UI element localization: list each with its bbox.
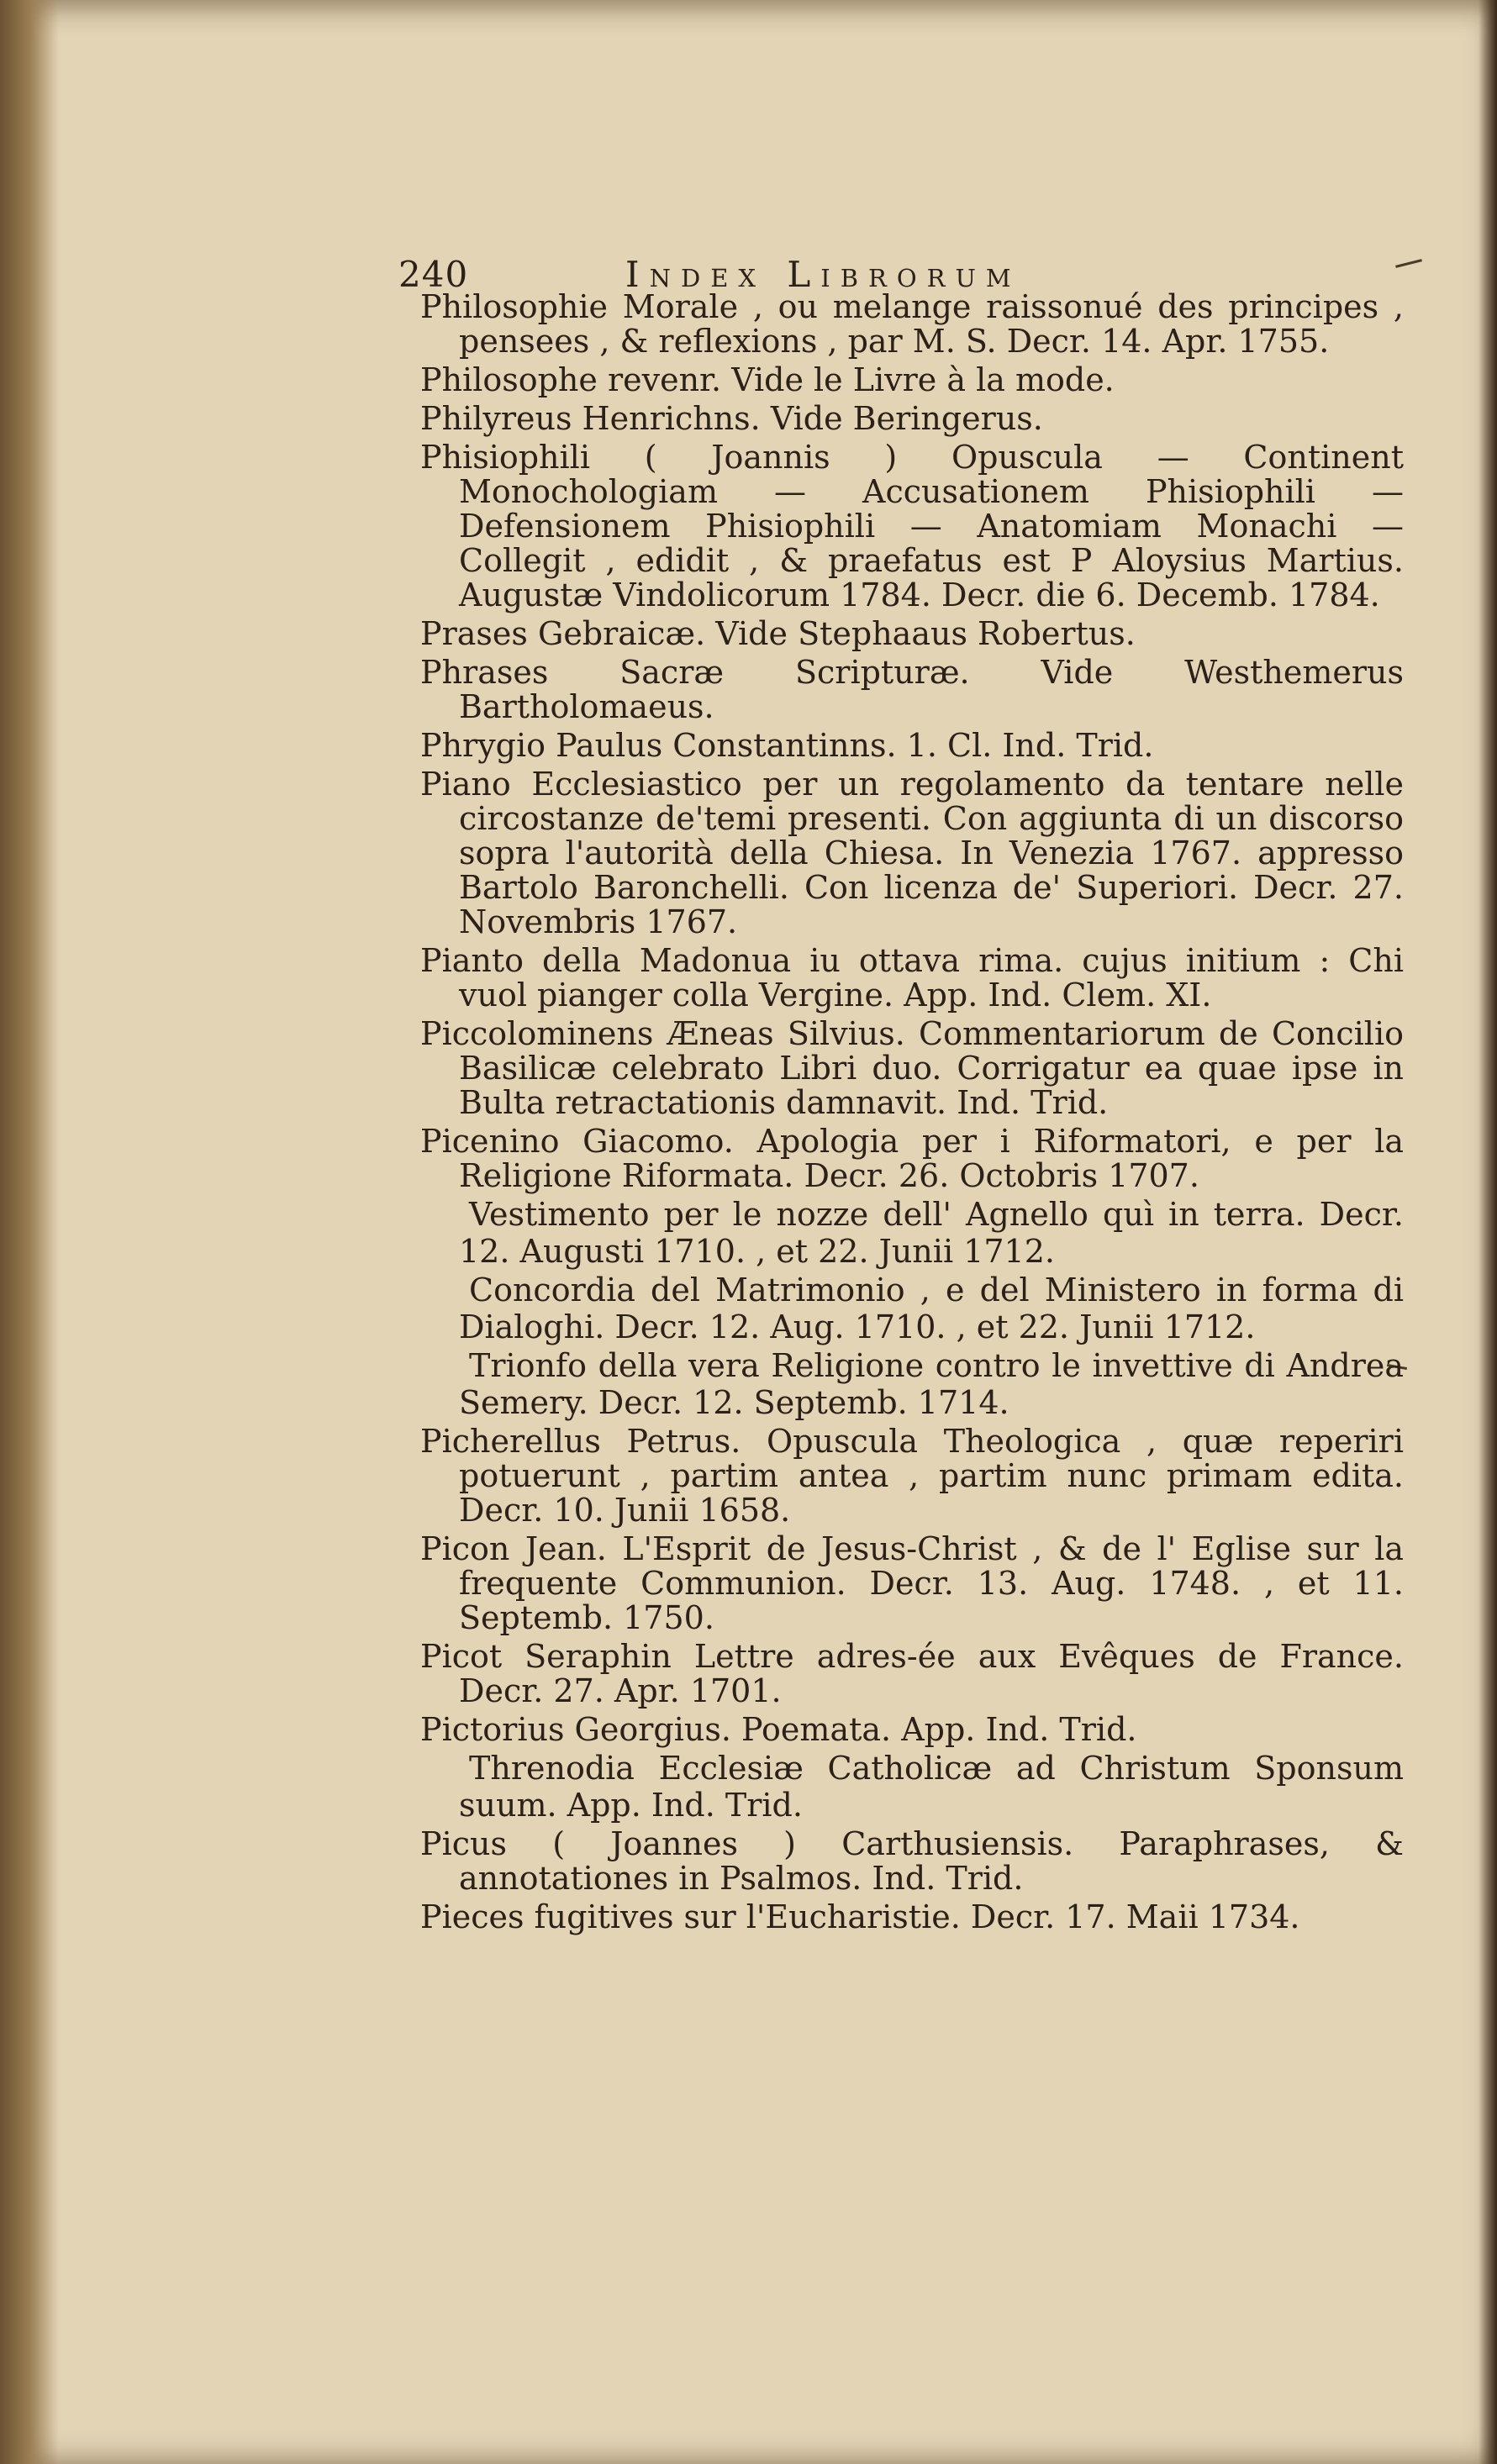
ink-mark xyxy=(1395,259,1422,268)
index-entry: Prases Gebraicæ. Vide Stephaaus Robertus. xyxy=(420,615,1136,652)
index-entry: Phrases Sacræ Scripturæ. Vide Westhemerus Bartholomaeus. xyxy=(420,654,1404,725)
index-entries xyxy=(420,290,1404,1939)
page-gutter xyxy=(0,0,59,2464)
index-entry: Piccolominens Æneas Silvius. Commentariorum de Concilio Basilicæ celebrato Libri duo. Corrigatur ea quae ipse in Bulta retractationis damnavit. Ind. Trid. xyxy=(420,1015,1404,1121)
index-entry-continuation: Concordia del Matrimonio , e del Ministero in forma di Dialoghi. Decr. 12. Aug. 1710. , et 22. Junii 1712. xyxy=(459,1271,1404,1345)
index-entry: Picenino Giacomo. Apologia per i Riformatori, e per la Religione Riformata. Decr. 26. Octobris 1707. xyxy=(420,1123,1404,1194)
index-entry: Pianto della Madonua iu ottava rima. cujus initium : Chi vuol pianger colla Vergine. App. Ind. Clem. XI. xyxy=(420,942,1404,1014)
index-entry: Picot Seraphin Lettre adres-ée aux Evêques de France. Decr. 27. Apr. 1701. xyxy=(420,1638,1404,1709)
index-entry-continuation: Threnodia Ecclesiæ Catholicæ ad Christum Sponsum suum. App. Ind. Trid. xyxy=(459,1750,1404,1824)
index-entry: Philosophie Morale , ou melange raissonué des principes , pensees , & reflexions , par M. S. Decr. 14. Apr. 1755. xyxy=(420,288,1404,360)
index-entry: Phrygio Paulus Constantinns. 1. Cl. Ind. Trid. xyxy=(420,727,1154,764)
index-entry: Philyreus Henrichns. Vide Beringerus. xyxy=(420,400,1043,437)
index-entry: Philosophe revenr. Vide le Livre à la mode. xyxy=(420,361,1115,398)
page-number: 240 xyxy=(398,254,469,295)
index-entry: Picus ( Joannes ) Carthusiensis. Paraphrases, & annotationes in Psalmos. Ind. Trid. xyxy=(420,1825,1404,1897)
index-entry: Piano Ecclesiastico per un regolamento da tentare nelle circostanze de'temi presenti. Con aggiunta di un discorso sopra l'autorità della Chiesa. In Venezia 1767. appresso Bartolo Baronchelli. Con licenza de' Superiori. Decr. 27. Novembris 1767. xyxy=(420,766,1404,940)
index-entry: Phisiophili ( Joannis ) Opuscula — Continent Monochologiam — Accusationem Phisiophili — Defensionem Phisiophili — Anatomiam Monachi — Collegit , edidit , & praefatus est P Aloysius Martius. Augustæ Vindolicorum 1784. Decr. die 6. Decemb. 1784. xyxy=(420,439,1404,613)
index-entry-continuation: Vestimento per le nozze dell' Agnello quì in terra. Decr. 12. Augusti 1710. , et 22. Junii 1712. xyxy=(459,1196,1404,1270)
index-entry: Picon Jean. L'Esprit de Jesus-Christ , & de l' Eglise sur la frequente Communion. Decr. 13. Aug. 1748. , et 11. Septemb. 1750. xyxy=(420,1530,1404,1636)
index-entry: Pictorius Georgius. Poemata. App. Ind. Trid. xyxy=(420,1711,1137,1748)
running-title: Index Librorum xyxy=(625,254,1021,295)
index-entry-continuation: Trionfo della vera Religione contro le invettive di Andrea Semery. Decr. 12. Septemb. 1714. xyxy=(459,1347,1404,1421)
page-edge xyxy=(1479,0,1497,2464)
index-entry: Pieces fugitives sur l'Eucharistie. Decr. 17. Maii 1734. xyxy=(420,1898,1300,1935)
index-entry: Picherellus Petrus. Opuscula Theologica , quæ reperiri potuerunt , partim antea , partim nunc primam edita. Decr. 10. Junii 1658. xyxy=(420,1423,1404,1529)
